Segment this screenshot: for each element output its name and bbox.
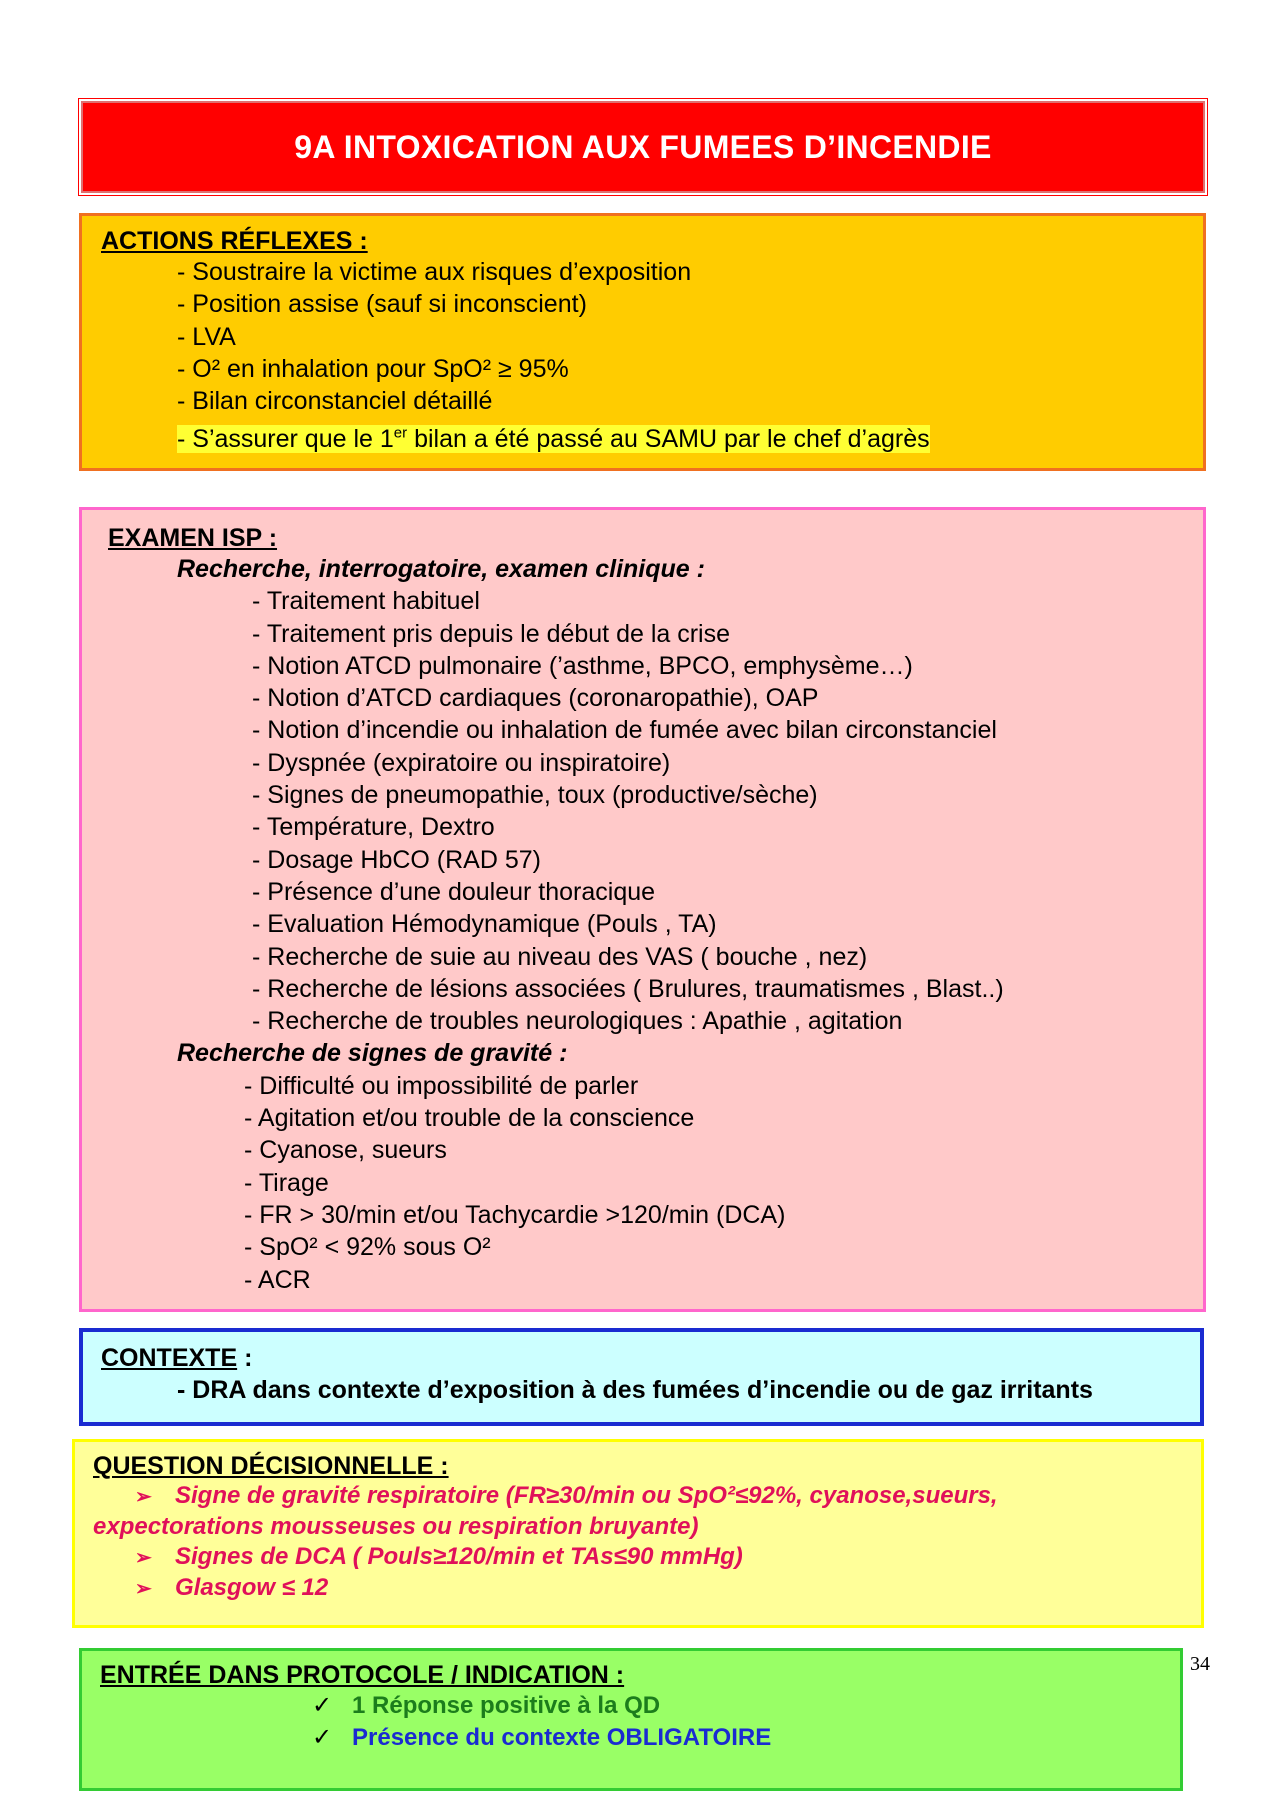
list-item: - ACR	[244, 1265, 311, 1294]
highlight-text-post: bilan a été passé au SAMU par le chef d’agrès	[407, 424, 930, 453]
arrow-bullet-icon: ➢	[135, 1547, 152, 1569]
list-item: - FR > 30/min et/ou Tachycardie >120/min (DCA)	[244, 1200, 786, 1229]
question-item	[93, 1542, 1201, 1573]
question-decisionnelle-section	[72, 1439, 1204, 1628]
examen-list-gravite	[108, 1070, 1203, 1296]
examen-isp-section	[79, 507, 1206, 1312]
list-item: - Présence d’une douleur thoracique	[252, 877, 656, 906]
check-item-text: Présence du contexte OBLIGATOIRE	[352, 1724, 772, 1751]
check-item	[100, 1722, 1180, 1754]
list-item: - Signes de pneumopathie, toux (productive/sèche)	[252, 781, 818, 810]
check-item-text: 1 Réponse positive à la QD	[352, 1692, 661, 1719]
examen-heading: EXAMEN ISP :	[108, 524, 278, 552]
actions-heading: ACTIONS RÉFLEXES :	[101, 227, 368, 255]
actions-reflexes-section	[79, 213, 1206, 471]
question-item	[93, 1573, 1201, 1604]
list-item: - Recherche de troubles neurologiques : Apathie , agitation	[252, 1007, 903, 1036]
list-item: - Traitement habituel	[252, 587, 480, 616]
list-item: - Evaluation Hémodynamique (Pouls , TA)	[252, 910, 717, 939]
highlight-text-pre: - S’assurer que le 1	[177, 424, 394, 453]
entree-protocole-section	[79, 1648, 1183, 1791]
question-item	[93, 1481, 1201, 1512]
question-item-text: Glasgow ≤ 12	[175, 1574, 329, 1601]
page-title: 9A INTOXICATION AUX FUMEES D’INCENDIE	[294, 128, 992, 165]
question-item-continuation: expectorations mousseuses ou respiration bruyante)	[93, 1513, 699, 1540]
check-item	[100, 1690, 1180, 1722]
examen-list-clinique	[108, 585, 1203, 1037]
list-item: - Température, Dextro	[252, 813, 495, 842]
list-item: - Dosage HbCO (RAD 57)	[252, 845, 541, 874]
list-item: - Recherche de suie au niveau des VAS ( bouche , nez)	[252, 942, 868, 971]
list-item: - Cyanose, sueurs	[244, 1136, 447, 1165]
check-icon: ✓	[312, 1692, 333, 1719]
list-item: - Position assise (sauf si inconscient)	[177, 290, 587, 319]
page-number: 34	[1190, 1653, 1210, 1675]
list-item: - Agitation et/ou trouble de la conscience	[244, 1104, 695, 1133]
arrow-bullet-icon: ➢	[135, 1578, 152, 1600]
list-item: - Difficulté ou impossibilité de parler	[244, 1071, 639, 1100]
question-item-text: Signe de gravité respiratoire (FR≥30/min ou SpO²≤92%, cyanose,sueurs,	[175, 1482, 998, 1509]
highlight-superscript: er	[393, 424, 408, 442]
contexte-heading-line	[101, 1342, 1200, 1374]
title-banner	[81, 101, 1205, 193]
question-heading: QUESTION DÉCISIONNELLE :	[93, 1452, 449, 1480]
question-item-text: Signes de DCA ( Pouls≥120/min et TAs≤90 mmHg)	[175, 1543, 743, 1570]
arrow-bullet-icon: ➢	[135, 1486, 152, 1508]
check-icon: ✓	[312, 1724, 333, 1751]
list-item: - Dyspnée (expiratoire ou inspiratoire)	[252, 748, 671, 777]
list-item: - Traitement pris depuis le début de la crise	[252, 619, 731, 648]
entree-heading: ENTRÉE DANS PROTOCOLE / INDICATION :	[100, 1661, 625, 1689]
actions-list	[101, 256, 1203, 455]
contexte-heading: CONTEXTE	[101, 1344, 238, 1372]
list-item: - Recherche de lésions associées ( Brulures, traumatismes , Blast..)	[252, 974, 1004, 1003]
list-item: - LVA	[177, 322, 236, 351]
contexte-section	[79, 1328, 1204, 1426]
contexte-text: - DRA dans contexte d’exposition à des fumées d’incendie ou de gaz irritants	[177, 1376, 1093, 1405]
list-item: - Notion d’incendie ou inhalation de fumée avec bilan circonstanciel	[252, 716, 997, 745]
contexte-colon: :	[237, 1344, 253, 1372]
list-item: - Notion d’ATCD cardiaques (coronaropathie), OAP	[252, 684, 819, 713]
list-item-highlighted	[177, 417, 1203, 455]
list-item: - SpO² < 92% sous O²	[244, 1233, 491, 1262]
list-item: - Notion ATCD pulmonaire (’asthme, BPCO, emphysème…)	[252, 651, 913, 680]
list-item: - Soustraire la victime aux risques d’exposition	[177, 258, 692, 286]
examen-subheading-gravite: Recherche de signes de gravité :	[177, 1039, 568, 1068]
examen-subheading-clinique: Recherche, interrogatoire, examen clinique :	[177, 555, 705, 583]
list-item: - Bilan circonstanciel détaillé	[177, 387, 493, 416]
list-item: - Tirage	[244, 1168, 329, 1197]
list-item: - O² en inhalation pour SpO² ≥ 95%	[177, 354, 569, 383]
